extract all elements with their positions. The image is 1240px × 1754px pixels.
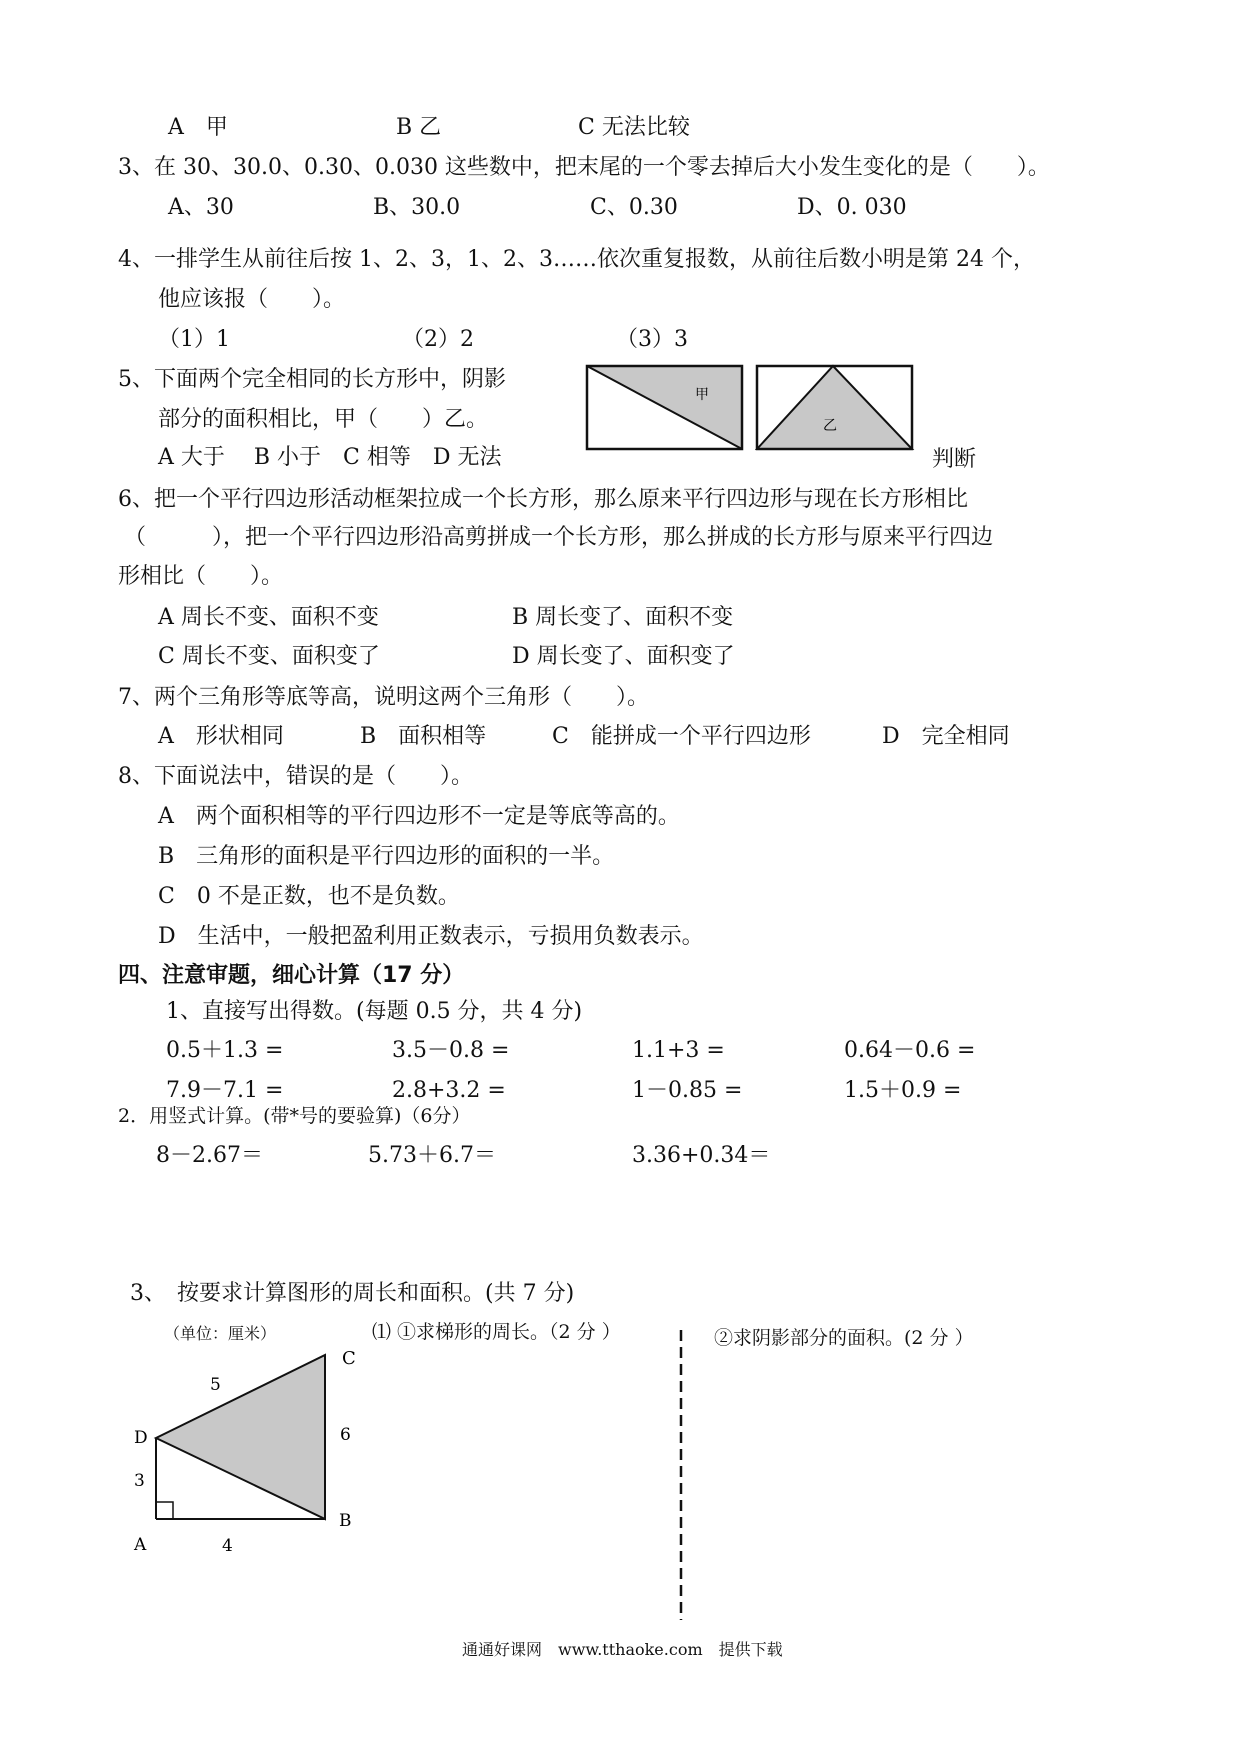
vertical-2: 5.73＋6.7＝ <box>368 1143 496 1168</box>
q6-line2: （ ），把一个平行四边形沿高剪拼成一个长方形，那么拼成的长方形与原来平行四边 <box>124 525 994 550</box>
q6-option-d: D 周长变了、面积变了 <box>512 644 735 669</box>
vertex-a: A <box>134 1535 147 1555</box>
q8-option-d: D 生活中，一般把盈利用正数表示，亏损用负数表示。 <box>158 924 704 949</box>
q5-options-tail: 判断 <box>932 447 977 472</box>
q4-option-1: （1）1 <box>158 327 230 352</box>
q7-option-b: B 面积相等 <box>360 724 487 749</box>
q5-figure-rect-jia <box>585 364 745 452</box>
label-yi: 乙 <box>823 418 837 434</box>
vertex-d: D <box>134 1428 148 1448</box>
length-ab: 4 <box>222 1536 233 1556</box>
q6-option-c: C 周长不变、面积变了 <box>158 644 380 669</box>
q8-option-a: A 两个面积相等的平行四边形不一定是等底等高的。 <box>158 804 680 829</box>
part2-title: 2．用竖式计算。(带*号的要验算)（6分） <box>118 1105 471 1127</box>
oral-1-2: 3.5－0.8 = <box>392 1038 510 1063</box>
footer-text: 通通好课网 www.tthaoke.com 提供下载 <box>462 1640 783 1659</box>
trapezoid-figure <box>120 1340 370 1570</box>
length-da: 3 <box>134 1471 145 1491</box>
task2: ②求阴影部分的面积。(2 分 ） <box>714 1327 974 1349</box>
vertical-1: 8－2.67＝ <box>156 1143 263 1168</box>
q7-option-d: D 完全相同 <box>882 724 1010 749</box>
q5-stem-line1: 5、下面两个完全相同的长方形中，阴影 <box>118 367 506 392</box>
q4-option-3: （3）3 <box>616 327 688 352</box>
oral-1-1: 0.5＋1.3 = <box>166 1038 284 1063</box>
q5-stem-line2: 部分的面积相比，甲（ ）乙。 <box>158 407 489 432</box>
oral-1-3: 1.1+3 = <box>632 1038 725 1063</box>
q8-stem: 8、下面说法中，错误的是（ ）。 <box>118 764 473 789</box>
task1: ⑴ ①求梯形的周长。（2 分 ） <box>372 1321 621 1343</box>
oral-2-4: 1.5＋0.9 = <box>844 1078 962 1103</box>
q3-stem: 3、在 30、30.0、0.30、0.030 这些数中，把末尾的一个零去掉后大小发生变化的是（ ）。 <box>118 155 1050 180</box>
q4-stem-line2: 他应该报（ ）。 <box>158 287 346 312</box>
q4-option-2: （2）2 <box>402 327 474 352</box>
vertex-c: C <box>342 1348 356 1369</box>
q3-option-a: A、30 <box>168 195 234 220</box>
vertex-b: B <box>339 1511 352 1531</box>
label-jia: 甲 <box>695 387 709 403</box>
q3-option-d: D、0. 030 <box>797 195 907 220</box>
q4-stem-line1: 4、一排学生从前往后按 1、2、3，1、2、3……依次重复报数，从前往后数小明是第 24 个， <box>118 247 1035 272</box>
unit-label: （单位：厘米） <box>164 1324 277 1343</box>
q7-stem: 7、两个三角形等底等高，说明这两个三角形（ ）。 <box>118 685 649 710</box>
q2-option-a: A 甲 <box>168 115 228 140</box>
q6-option-b: B 周长变了、面积不变 <box>512 605 734 630</box>
section4-title: 四、注意审题，细心计算（17 分） <box>118 963 465 988</box>
q3-option-b: B、30.0 <box>373 195 461 220</box>
q7-option-a: A 形状相同 <box>158 724 284 749</box>
oral-2-1: 7.9－7.1 = <box>166 1078 284 1103</box>
length-dc: 5 <box>210 1375 221 1395</box>
oral-2-2: 2.8+3.2 = <box>392 1078 506 1103</box>
q5-figure-rect-yi <box>755 364 915 452</box>
q7-option-c: C 能拼成一个平行四边形 <box>552 724 811 749</box>
q5-options: A 大于 B 小于 C 相等 D 无法 <box>158 445 502 470</box>
q6-option-a: A 周长不变、面积不变 <box>158 605 379 630</box>
vertical-3: 3.36+0.34＝ <box>632 1143 771 1168</box>
q2-option-c: C 无法比较 <box>578 115 690 140</box>
q3-option-c: C、0.30 <box>590 195 678 220</box>
part3-title: 3、 按要求计算图形的周长和面积。(共 7 分) <box>130 1281 575 1306</box>
dashed-divider <box>678 1330 684 1620</box>
oral-1-4: 0.64－0.6 = <box>844 1038 976 1063</box>
q6-line3: 形相比（ ）。 <box>118 564 284 589</box>
q8-option-c: C 0 不是正数，也不是负数。 <box>158 884 460 909</box>
oral-2-3: 1－0.85 = <box>632 1078 743 1103</box>
q2-option-b: B 乙 <box>396 115 442 140</box>
q6-line1: 6、把一个平行四边形活动框架拉成一个长方形，那么原来平行四边形与现在长方形相比 <box>118 487 968 512</box>
length-cb: 6 <box>340 1425 351 1445</box>
part1-title: 1、直接写出得数。(每题 0.5 分，共 4 分) <box>166 999 583 1024</box>
q8-option-b: B 三角形的面积是平行四边形的面积的一半。 <box>158 844 615 869</box>
